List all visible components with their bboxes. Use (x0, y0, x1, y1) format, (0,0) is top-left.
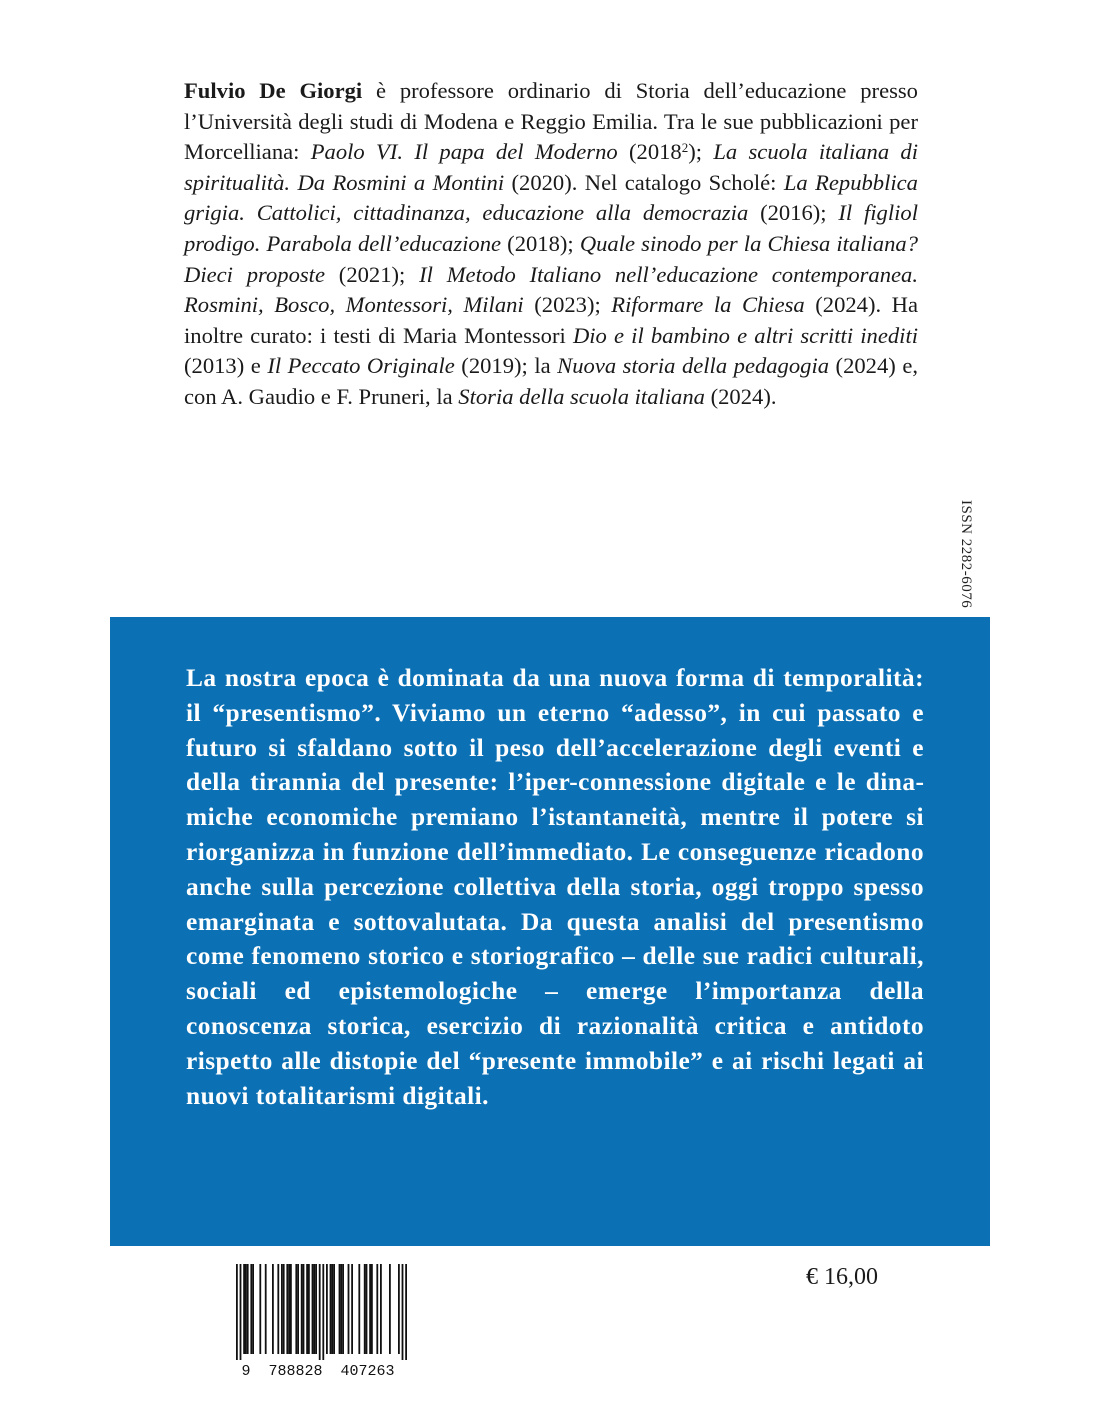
bio-text-plain: (2024). Ha inoltre curato: i testi di Maria Montessori (184, 292, 918, 348)
barcode-icon (222, 1262, 414, 1380)
barcode-bar (277, 1264, 279, 1354)
bio-text-i: Il Metodo Italiano nell’educazione contemporanea. Rosmini, Bosco, Montessori, Milani (184, 261, 918, 318)
bio-text-plain: (2024). (704, 383, 777, 409)
barcode-bar (306, 1264, 308, 1354)
barcode-bar (389, 1264, 391, 1354)
barcode-bar (240, 1264, 242, 1360)
barcode-bar (312, 1264, 314, 1354)
bio-text-plain: (2018); (501, 230, 580, 256)
barcode-bar (283, 1264, 285, 1354)
barcode-bar (331, 1264, 333, 1354)
bio-text-i: Riformare la Chiesa (611, 292, 805, 318)
barcode-bar (326, 1264, 328, 1354)
barcode-bar (247, 1264, 249, 1354)
barcode-bar (265, 1264, 267, 1354)
barcode-bar (290, 1264, 292, 1354)
bio-text-plain: (2024) e, con A. Gaudio e F. Pruneri, la (184, 353, 918, 409)
barcode-digits: 9 788828 407263 (241, 1363, 395, 1380)
barcode-bar (288, 1264, 290, 1354)
barcode-bar (313, 1264, 315, 1354)
bio-text-i: Nuova storia della pedagogia (557, 353, 830, 379)
bio-text-plain: (2016); (748, 200, 839, 226)
bio-text-plain: (2013) e (184, 353, 268, 379)
barcode-bar (301, 1264, 303, 1354)
bio-text-sup: 2 (681, 140, 689, 156)
bio-text-i: Il figliol prodigo. Parabola dell’educazione (184, 200, 918, 256)
bio-text-i: Quale sinodo per la Chiesa italiana? Dieci proposte (184, 230, 918, 287)
bio-text-plain: è professore ordinario di Storia dell’educazione presso l’Università degli studi di Modena e Reggio Emilia. Tra le sue pubblicazioni per Morcelliana: (184, 78, 918, 165)
bio-text-plain: (2020). Nel catalogo Scholé: (504, 169, 784, 195)
price-label: € 16,00 (806, 1264, 878, 1290)
barcode-bar (250, 1264, 252, 1354)
barcode-bar (281, 1264, 283, 1354)
bio-text-i: La Repubblica grigia. Cattolici, cittadinanza, educazione alla democrazia (184, 169, 918, 226)
barcode-bar (351, 1264, 353, 1354)
barcode-bar (380, 1264, 382, 1354)
barcode-bar (366, 1264, 368, 1354)
barcode-bar (348, 1264, 350, 1354)
barcode-bar (369, 1264, 371, 1354)
barcode-bar (333, 1264, 335, 1354)
barcode-bar (286, 1264, 288, 1354)
bio-text-plain: (2019); la (454, 353, 558, 379)
barcode-bar (342, 1264, 344, 1354)
barcode-bar (364, 1264, 366, 1354)
barcode-bar (315, 1264, 317, 1354)
barcode-bar (319, 1264, 321, 1360)
bio-text-i: La scuola italiana di spiritualità. Da Rosmini a Montini (184, 139, 919, 195)
barcode-bar (340, 1264, 342, 1354)
barcode-bar (322, 1264, 324, 1360)
barcode-bar (297, 1264, 299, 1354)
bio-text-plain: ); (688, 139, 714, 165)
bio-text-i: Paolo VI. Il papa del Moderno (310, 139, 618, 165)
bio-text-plain: (2021); (324, 261, 420, 287)
barcode-bar (303, 1264, 305, 1354)
blurb-panel (110, 617, 990, 1246)
barcode-bar (402, 1264, 404, 1360)
barcode-bar (245, 1264, 247, 1354)
barcode-bar (252, 1264, 254, 1354)
bio-text-i: Storia della scuola italiana (458, 383, 705, 409)
blurb-text: La nostra epoca è dominata da una nuova forma di temporalità: il “presentismo”. Viviamo un eterno “adesso”, in cui passato e futuro si sfaldano sotto il peso dell’accelerazione degli eventi e della tirannia del presente: l’iper-connessione digitale e le dinamiche economiche premiano l’istantaneità, mentre il potere si riorganizza in funzione dell’immediato. Le conseguenze ricadono anche sulla percezione collettiva della storia, oggi troppo spesso emarginata e sottovalutata. Da questa analisi del presentismo come fenomeno storico e storiografico – delle sue radici culturali, sociali ed epistemologiche – emerge l’importanza della conoscenza storica, esercizio di razionalità critica e antidoto rispetto alle distopie del “presente immobile” e ai rischi legati ai nuovi totalitarismi digitali. (186, 664, 924, 1110)
bio-text-i: Dio e il bambino e altri scritti inediti (572, 322, 918, 348)
barcode-bar (339, 1264, 341, 1354)
barcode-bar (405, 1264, 407, 1360)
barcode-bar (243, 1264, 245, 1354)
barcode-bar (376, 1264, 378, 1354)
barcode-bar (295, 1264, 297, 1354)
author-bio (184, 76, 918, 413)
barcode-bar (358, 1264, 360, 1354)
bio-text-b: Fulvio De Giorgi (184, 78, 363, 103)
barcode-bar (330, 1264, 332, 1354)
bio-text-plain: (2018 (617, 139, 682, 165)
barcode-bar (236, 1264, 238, 1360)
barcode-bar (259, 1264, 261, 1354)
barcode-bar (272, 1264, 274, 1354)
barcode-bar (371, 1264, 373, 1354)
issn-label: ISSN 2282-6076 (958, 500, 974, 609)
bio-text-plain: (2023); (523, 292, 612, 318)
barcode-bar (398, 1264, 400, 1354)
bio-text-i: Il Peccato Originale (267, 353, 455, 379)
barcode-bar (308, 1264, 310, 1354)
